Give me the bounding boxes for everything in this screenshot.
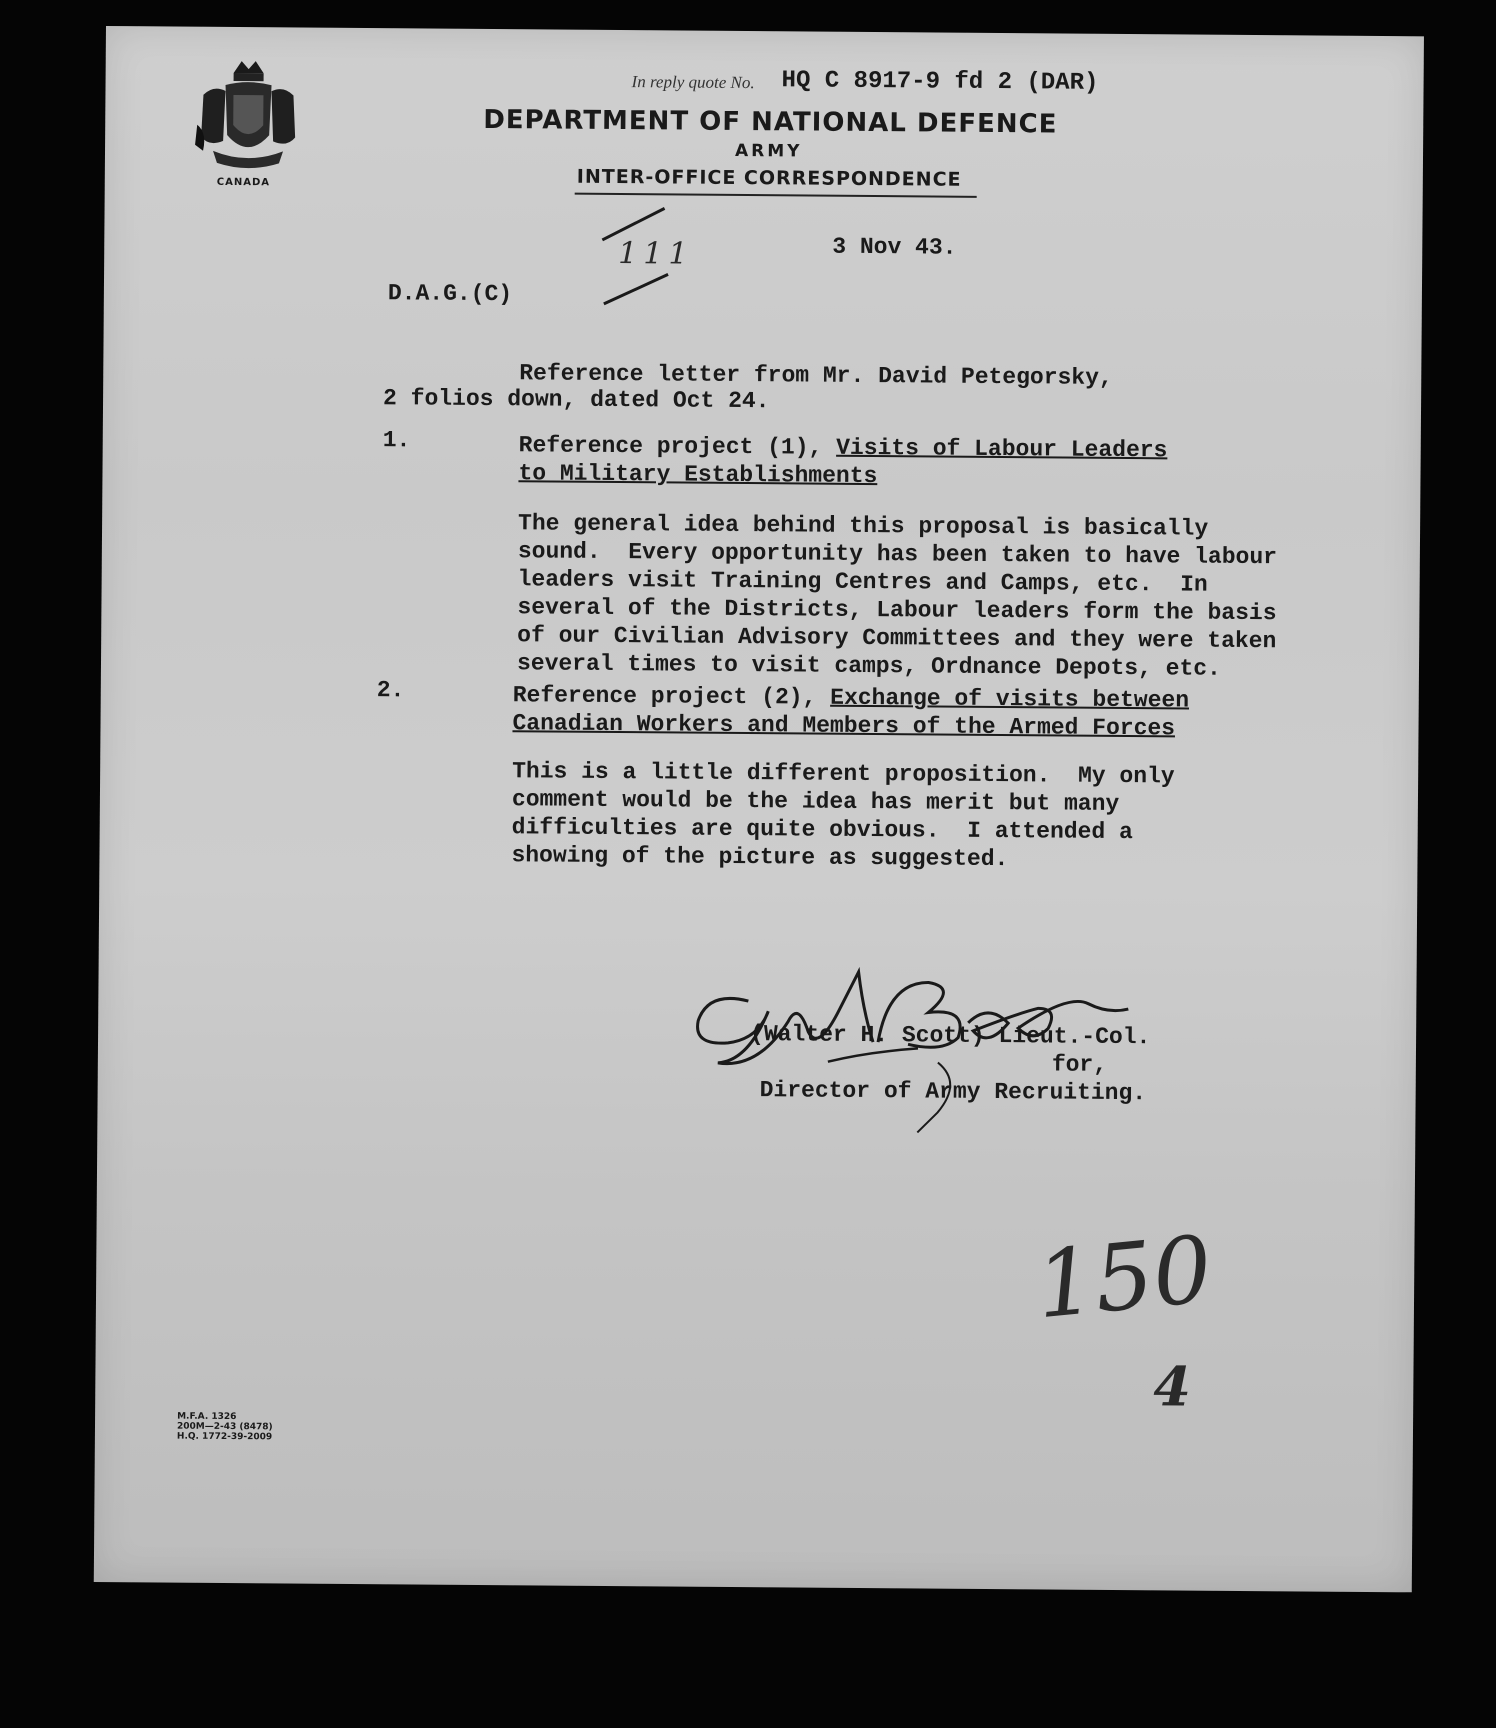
letter-date: 3 Nov 43. [832, 233, 957, 261]
folio-number: 150 [1031, 1215, 1217, 1340]
item-2-body-line: comment would be the idea has merit but many [511, 786, 1120, 817]
crest-caption: CANADA [216, 176, 271, 189]
item-2-body-line: This is a little different proposition. My only [512, 758, 1175, 790]
signatory-title: Director of Army Recruiting. [759, 1077, 1147, 1107]
item-2-number: 2. [376, 677, 405, 704]
item-1-title-line-2: to Military Establishments [518, 460, 878, 490]
form-caption-line: H.Q. 1772-39-2009 [176, 1431, 273, 1443]
item-1-body-line: sound. Every opportunity has been taken to have labour [517, 538, 1278, 571]
signatory-name: (Walter H. Scott) Lieut.-Col. [750, 1021, 1151, 1051]
document-page [94, 26, 1424, 1592]
item-2-body-line: difficulties are quite obvious. I attended a [511, 814, 1133, 846]
branch-title: ARMY [734, 140, 803, 162]
item-1-body [517, 509, 1277, 683]
item-2-body-line: showing of the picture as suggested. [511, 842, 1009, 873]
canada-crest-icon [193, 55, 304, 196]
margin-mark: 111 [618, 236, 694, 272]
item-2-body [511, 757, 1174, 874]
corner-mark: 4 [1153, 1354, 1192, 1419]
item-2-title-line-1: Exchange of visits between [830, 684, 1190, 714]
intro-line-2: 2 folios down, dated Oct 24. [382, 385, 770, 415]
item-1-body-line: several of the Districts, Labour leaders form the basis [517, 594, 1277, 627]
item-1-body-line: of our Civilian Advisory Committees and they were taken [517, 622, 1277, 655]
form-title-underline [575, 193, 977, 198]
intro-line-1: Reference letter from Mr. David Petegorsky, [519, 360, 1113, 391]
item-2-prefix: Reference project (2), [512, 682, 831, 711]
item-2-title-line-2: Canadian Workers and Members of the Armed Forces [512, 710, 1176, 742]
department-title: DEPARTMENT OF NATIONAL DEFENCE [483, 104, 1058, 140]
item-1-prefix: Reference project (1), [518, 432, 837, 461]
item-1-body-line: several times to visit camps, Ordnance Depots, etc. [516, 650, 1222, 682]
form-caption-line: M.F.A. 1326 [177, 1411, 237, 1423]
form-caption-line: 200M—2-43 (8478) [176, 1421, 273, 1433]
signatory-for: for, [1051, 1051, 1108, 1078]
form-title: INTER-OFFICE CORRESPONDENCE [576, 165, 962, 191]
reply-quote-label: In reply quote No. [631, 72, 755, 93]
item-1-body-line: The general idea behind this proposal is basically [518, 510, 1209, 542]
reply-quote-number: HQ C 8917-9 fd 2 (DAR) [781, 67, 1099, 97]
addressee: D.A.G.(C) [387, 280, 513, 308]
form-number-caption [177, 1412, 273, 1443]
item-1-title-line-1: Visits of Labour Leaders [836, 434, 1168, 464]
item-1-body-line: leaders visit Training Centres and Camps, etc. In [517, 566, 1208, 598]
item-1-number: 1. [382, 427, 411, 454]
